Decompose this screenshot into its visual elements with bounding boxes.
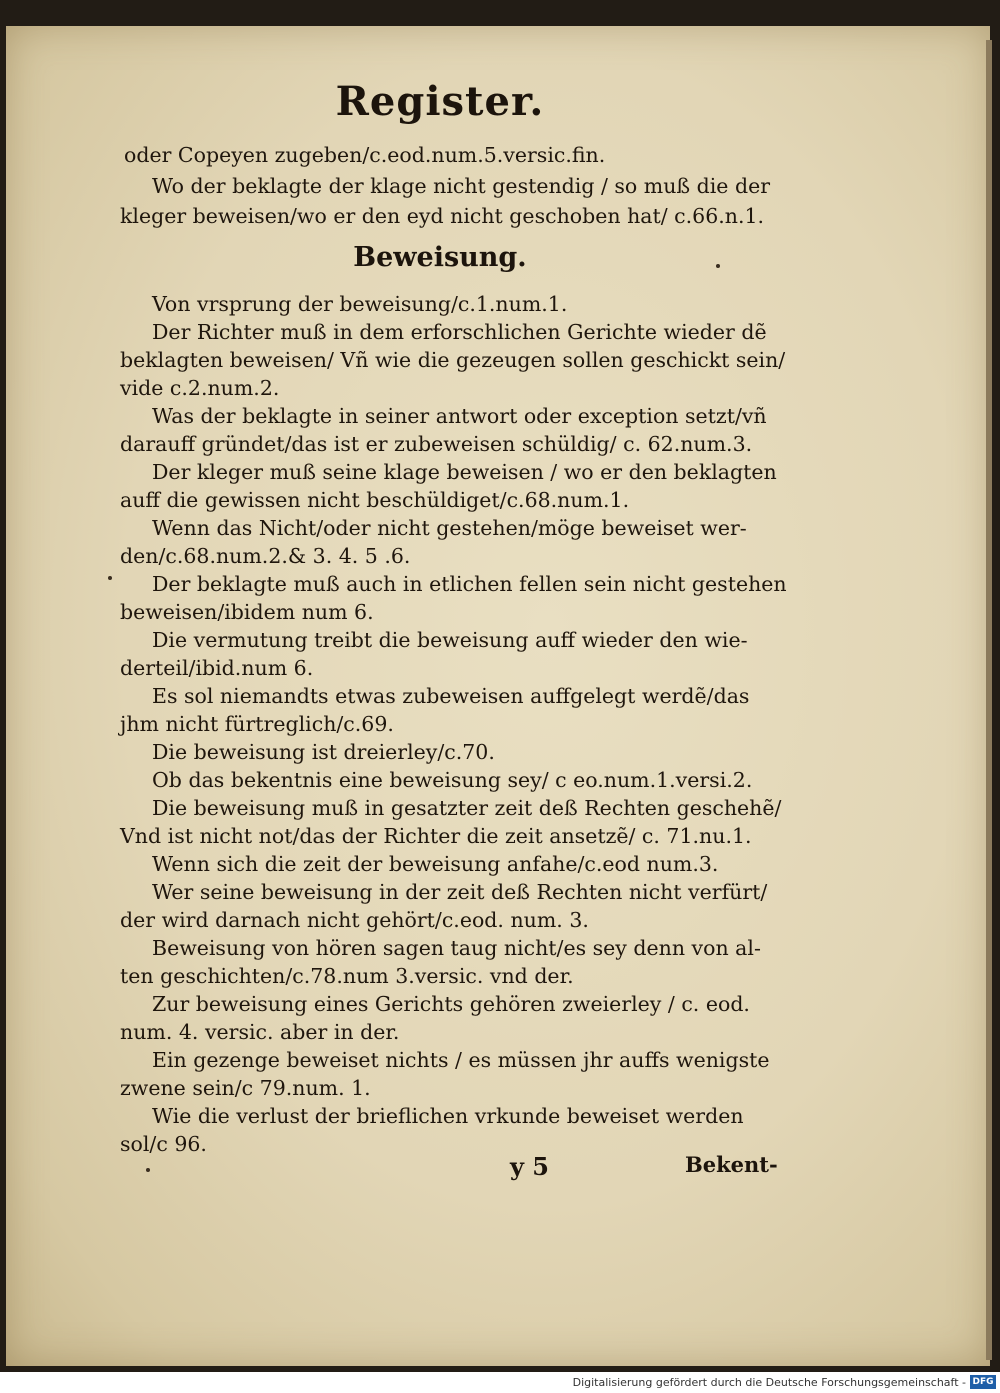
text-line: sol/c 96. <box>120 1132 207 1156</box>
text-line: Von vrsprung der beweisung/c.1.num.1. <box>152 292 568 316</box>
text-line: Was der beklagte in seiner antwort oder exception setzt/vñ <box>152 404 767 428</box>
text-line: num. 4. versic. aber in der. <box>120 1020 400 1044</box>
signature-mark: y 5 <box>510 1152 549 1181</box>
text-line: Der Richter muß in dem erforschlichen Gerichte wieder dẽ <box>152 320 767 344</box>
text-line: Der kleger muß seine klage beweisen / wo er den beklagten <box>152 460 777 484</box>
text-line: auff die gewissen nicht beschüldiget/c.68.num.1. <box>120 488 630 512</box>
text-line: Wie die verlust der brieflichen vrkunde beweiset werden <box>152 1104 744 1128</box>
text-line: Beweisung von hören sagen taug nicht/es sey denn von al- <box>152 936 761 960</box>
text-line: jhm nicht fürtreglich/c.69. <box>120 712 394 736</box>
text-line: beweisen/ibidem num 6. <box>120 600 374 624</box>
ink-speck <box>146 1168 150 1172</box>
text-line: Es sol niemandts etwas zubeweisen auffgelegt werdẽ/das <box>152 684 750 708</box>
text-line: beklagten beweisen/ Vñ wie die gezeugen sollen geschickt sein/ <box>120 348 786 372</box>
catchword: Bekent- <box>685 1152 778 1177</box>
ink-speck <box>716 264 720 268</box>
section-heading: Beweisung. <box>353 242 527 273</box>
text-line: der wird darnach nicht gehört/c.eod. num. 3. <box>120 908 589 932</box>
text-line: kleger beweisen/wo er den eyd nicht geschoben hat/ c.66.n.1. <box>120 204 765 228</box>
text-line: Vnd ist nicht not/das der Richter die zeit ansetzẽ/ c. 71.nu.1. <box>120 824 752 848</box>
text-line: Die beweisung ist dreierley/c.70. <box>152 740 495 764</box>
text-line: Zur beweisung eines Gerichts gehören zweierley / c. eod. <box>152 992 750 1016</box>
text-line: Die vermutung treibt die beweisung auff wieder den wie- <box>152 628 748 652</box>
dfg-logo: DFG <box>970 1375 996 1389</box>
text-line: derteil/ibid.num 6. <box>120 656 314 680</box>
text-line: ten geschichten/c.78.num 3.versic. vnd der. <box>120 964 574 988</box>
text-line: Wenn sich die zeit der beweisung anfahe/c.eod num.3. <box>152 852 719 876</box>
text-line: Der beklagte muß auch in etlichen fellen sein nicht gestehen <box>152 572 787 596</box>
footer-credit: Digitalisierung gefördert durch die Deutsche Forschungsgemeinschaft - <box>572 1376 966 1389</box>
text-line: Ob das bekentnis eine beweisung sey/ c eo.num.1.versi.2. <box>152 768 753 792</box>
text-line: oder Copeyen zugeben/c.eod.num.5.versic.fin. <box>124 143 606 167</box>
ink-speck <box>108 576 112 580</box>
text-line: Wenn das Nicht/oder nicht gestehen/möge beweiset wer- <box>152 516 747 540</box>
text-line: zwene sein/c 79.num. 1. <box>120 1076 371 1100</box>
page-edge <box>986 40 992 1360</box>
text-line: Ein gezenge beweiset nichts / es müssen jhr auffs wenigste <box>152 1048 770 1072</box>
running-head: Register. <box>335 78 545 125</box>
text-line: darauff gründet/das ist er zubeweisen schüldig/ c. 62.num.3. <box>120 432 753 456</box>
text-line: Wer seine beweisung in der zeit deß Rechten nicht verfürt/ <box>152 880 768 904</box>
text-line: Wo der beklagte der klage nicht gestendig / so muß die der <box>152 174 771 198</box>
text-line: den/c.68.num.2.& 3. 4. 5 .6. <box>120 544 411 568</box>
text-line: vide c.2.num.2. <box>120 376 280 400</box>
text-line: Die beweisung muß in gesatzter zeit deß Rechten geschehẽ/ <box>152 796 782 820</box>
